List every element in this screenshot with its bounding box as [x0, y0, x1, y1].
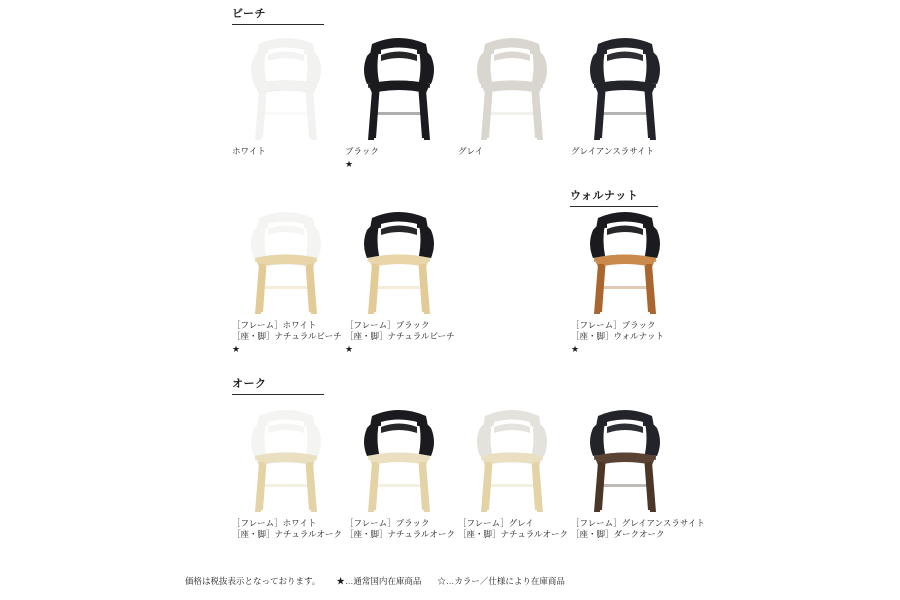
product-cell[interactable] [232, 398, 340, 540]
chair-graphic [232, 26, 340, 146]
chair-graphic [458, 26, 566, 146]
chair-illustration [458, 398, 566, 518]
product-cell[interactable] [345, 200, 453, 355]
section-title-oak: オーク [232, 378, 324, 395]
product-cell[interactable] [571, 398, 705, 540]
product-cell[interactable] [571, 200, 679, 355]
product-cell[interactable] [232, 26, 340, 158]
product-caption-line: ［座・脚］ナチュラルオーク [458, 529, 568, 539]
chair-graphic [232, 200, 340, 320]
chair-graphic [345, 26, 453, 146]
product-caption-line: ［座・脚］ダークオーク [571, 529, 665, 539]
chair-illustration [232, 398, 340, 518]
product-caption-line: ［フレーム］ブラック [345, 320, 430, 330]
chair-illustration [345, 398, 453, 518]
product-caption-line: ［フレーム］ホワイト [232, 320, 317, 330]
chair-graphic [345, 398, 453, 518]
stock-star: ★ [345, 159, 354, 169]
chair-illustration [345, 26, 453, 146]
product-cell[interactable] [458, 26, 566, 158]
product-caption-line: ［座・脚］ナチュラルビーチ [232, 331, 342, 341]
product-caption-line: ［フレーム］ホワイト [232, 518, 317, 528]
product-caption-line: ［フレーム］ブラック [571, 320, 656, 330]
product-caption-line: ［フレーム］ブラック [345, 518, 430, 528]
product-caption-line: ［座・脚］ナチュラルビーチ [345, 331, 455, 341]
chair-illustration [458, 26, 566, 146]
product-caption-line: ［フレーム］グレイ [458, 518, 534, 528]
chair-graphic [571, 26, 679, 146]
stock-star: ★ [232, 344, 241, 354]
stock-star: ★ [571, 344, 580, 354]
product-caption-line: ブラック [345, 146, 379, 156]
product-cell[interactable] [345, 26, 453, 170]
section-title-walnut: ウォルナット [570, 190, 658, 207]
footer-open-star-note: ☆…カラー／仕様により在庫商品 [437, 576, 565, 586]
product-caption-line: ［座・脚］ナチュラルオーク [232, 529, 342, 539]
chair-illustration [232, 200, 340, 320]
chair-graphic [232, 398, 340, 518]
section-title-beech: ビーチ [232, 8, 324, 25]
product-cell[interactable] [232, 200, 340, 355]
product-caption-line: ホワイト [232, 146, 266, 156]
product-caption-line: グレイアンスラサイト [571, 146, 655, 156]
chair-graphic [345, 200, 453, 320]
chair-graphic [571, 200, 679, 320]
product-caption-line: ［座・脚］ウォルナット [571, 331, 664, 341]
product-caption-line: グレイ [458, 146, 484, 156]
chair-illustration [345, 200, 453, 320]
chair-graphic [458, 398, 566, 518]
product-caption-line: ［フレーム］グレイアンスラサイト [571, 518, 705, 528]
chair-graphic [571, 398, 679, 518]
stock-star: ★ [345, 344, 354, 354]
product-cell[interactable] [571, 26, 679, 158]
chair-illustration [571, 398, 679, 518]
product-cell[interactable] [345, 398, 453, 540]
footer-star-note: ★…通常国内在庫商品 [336, 576, 422, 586]
footer-notes [185, 575, 745, 587]
chair-illustration [571, 26, 679, 146]
chair-illustration [571, 200, 679, 320]
footer-price-note: 価格は税抜表示となっております。 [185, 576, 321, 586]
product-caption-line: ［座・脚］ナチュラルオーク [345, 529, 455, 539]
product-cell[interactable] [458, 398, 566, 540]
chair-illustration [232, 26, 340, 146]
